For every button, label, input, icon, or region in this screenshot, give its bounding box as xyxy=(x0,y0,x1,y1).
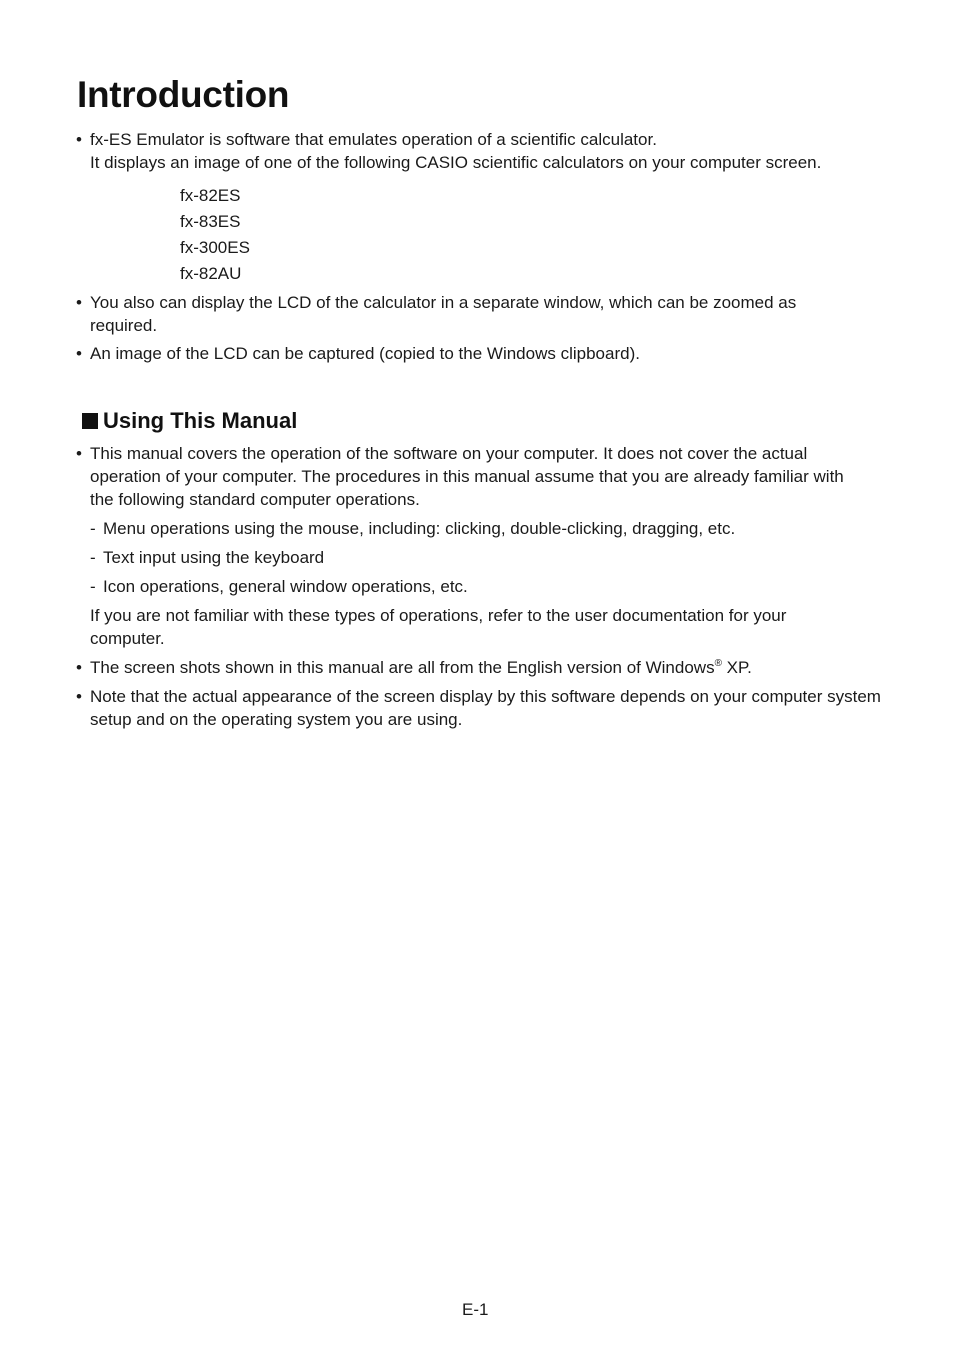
sub-item-3 xyxy=(76,575,886,598)
intro-bullet-1-line-2: It displays an image of one of the following CASIO scientific calculators on your computer screen. xyxy=(90,153,822,172)
section-heading xyxy=(82,406,297,436)
bullet-mark: • xyxy=(76,687,82,706)
section-heading-text: Using This Manual xyxy=(103,408,298,433)
section-bullet-2-text xyxy=(90,656,886,679)
dash-mark: - xyxy=(90,519,96,538)
registered-mark: ® xyxy=(714,658,722,669)
sub-item-text: Icon operations, general window operations, etc. xyxy=(103,577,468,596)
section-bullet-1 xyxy=(76,442,886,511)
intro-bullet-2-text: You also can display the LCD of the calculator in a separate window, which can be zoomed as required. xyxy=(90,293,797,335)
bullet-mark: • xyxy=(76,344,82,363)
square-bullet-icon xyxy=(82,413,98,429)
sub-item-text: Menu operations using the mouse, including: clicking, double-clicking, dragging, etc. xyxy=(103,519,736,538)
section-bullet-2 xyxy=(76,656,886,679)
intro-bullet-3-text: An image of the LCD can be captured (copied to the Windows clipboard). xyxy=(90,344,640,363)
sub-item-text: Text input using the keyboard xyxy=(103,548,325,567)
page-title: Introduction xyxy=(77,74,290,115)
dash-mark: - xyxy=(90,548,96,567)
model-item: fx-82AU xyxy=(180,264,242,283)
bullet-mark: • xyxy=(76,293,82,312)
section-bullet-2-post: XP. xyxy=(721,658,752,677)
familiarity-note xyxy=(76,604,886,650)
intro-bullet-2 xyxy=(76,291,886,337)
section-bullet-1-text: This manual covers the operation of the software on your computer. It does not cover the actual operation of your computer. The procedures in this manual assume that you are already familiar with the following standard computer operations. xyxy=(90,444,844,509)
bullet-mark: • xyxy=(76,444,82,463)
bullet-mark: • xyxy=(76,658,82,677)
bullet-mark: • xyxy=(76,130,82,149)
familiarity-note-text: If you are not familiar with these types of operations, refer to the user documentation for your computer. xyxy=(90,606,787,648)
section-bullet-2-pre: The screen shots shown in this manual are all from the English version of Windows xyxy=(90,658,715,677)
intro-bullet-1 xyxy=(76,128,886,174)
section-bullet-3 xyxy=(76,685,886,731)
intro-bullet-3 xyxy=(76,342,886,365)
model-item: fx-82ES xyxy=(180,186,241,205)
section-bullet-3-text: Note that the actual appearance of the screen display by this software depends on your computer system setup and on the operating system you are using. xyxy=(90,687,881,729)
model-item: fx-83ES xyxy=(180,212,241,231)
dash-mark: - xyxy=(90,577,96,596)
sub-item-1 xyxy=(76,517,886,540)
model-list xyxy=(180,183,250,287)
sub-item-2 xyxy=(76,546,886,569)
model-item: fx-300ES xyxy=(180,238,250,257)
page-number: E-1 xyxy=(462,1300,489,1319)
intro-bullet-1-line-1: fx-ES Emulator is software that emulates operation of a scientific calculator. xyxy=(90,130,657,149)
